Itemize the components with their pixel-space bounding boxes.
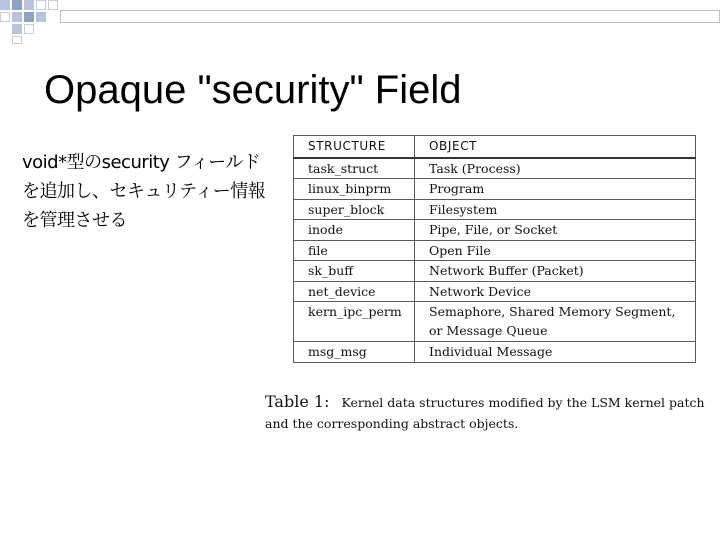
lsm-structures-table bbox=[293, 135, 696, 363]
slide-title: Opaque "security" Field bbox=[44, 68, 462, 112]
structure-cell: net_device bbox=[294, 281, 415, 302]
slide-bullet-text: void*型のsecurity フィールドを追加し、セキュリティー情報を管理させる bbox=[22, 152, 266, 231]
structure-cell: sk_buff bbox=[294, 261, 415, 282]
caption-line bbox=[265, 391, 720, 413]
table-header-row bbox=[294, 136, 696, 158]
table-row bbox=[294, 302, 696, 342]
object-cell: Program bbox=[415, 179, 696, 200]
table-row bbox=[294, 220, 696, 241]
table-row bbox=[294, 281, 696, 302]
column-header-structure: STRUCTURE bbox=[294, 136, 415, 158]
structure-cell: linux_binprm bbox=[294, 179, 415, 200]
column-header-object: OBJECT bbox=[415, 136, 696, 158]
structure-cell: kern_ipc_perm bbox=[294, 302, 415, 342]
object-cell: Pipe, File, or Socket bbox=[415, 220, 696, 241]
table-row bbox=[294, 342, 696, 363]
object-cell: Network Device bbox=[415, 281, 696, 302]
object-cell: Network Buffer (Packet) bbox=[415, 261, 696, 282]
table-row bbox=[294, 240, 696, 261]
header-rule bbox=[60, 10, 720, 23]
caption-text: Kernel data structures modified by the LSM kernel patch bbox=[341, 395, 705, 410]
caption-line: and the corresponding abstract objects. bbox=[265, 416, 519, 431]
table-caption bbox=[265, 391, 720, 434]
lsm-structures-table-image bbox=[293, 135, 695, 363]
table-row bbox=[294, 179, 696, 200]
structure-cell: super_block bbox=[294, 199, 415, 220]
slide-decoration bbox=[0, 0, 60, 44]
table-row bbox=[294, 199, 696, 220]
object-cell: Task (Process) bbox=[415, 158, 696, 179]
caption-label: Table 1: bbox=[265, 392, 330, 411]
table-row bbox=[294, 261, 696, 282]
structure-cell: file bbox=[294, 240, 415, 261]
structure-cell: msg_msg bbox=[294, 342, 415, 363]
structure-cell: task_struct bbox=[294, 158, 415, 179]
object-cell: Open File bbox=[415, 240, 696, 261]
object-cell-line: or Message Queue bbox=[429, 323, 548, 338]
object-cell-line: Semaphore, Shared Memory Segment, bbox=[429, 304, 676, 319]
object-cell: Individual Message bbox=[415, 342, 696, 363]
table-row bbox=[294, 158, 696, 179]
object-cell: Filesystem bbox=[415, 199, 696, 220]
structure-cell: inode bbox=[294, 220, 415, 241]
object-cell bbox=[415, 302, 696, 342]
